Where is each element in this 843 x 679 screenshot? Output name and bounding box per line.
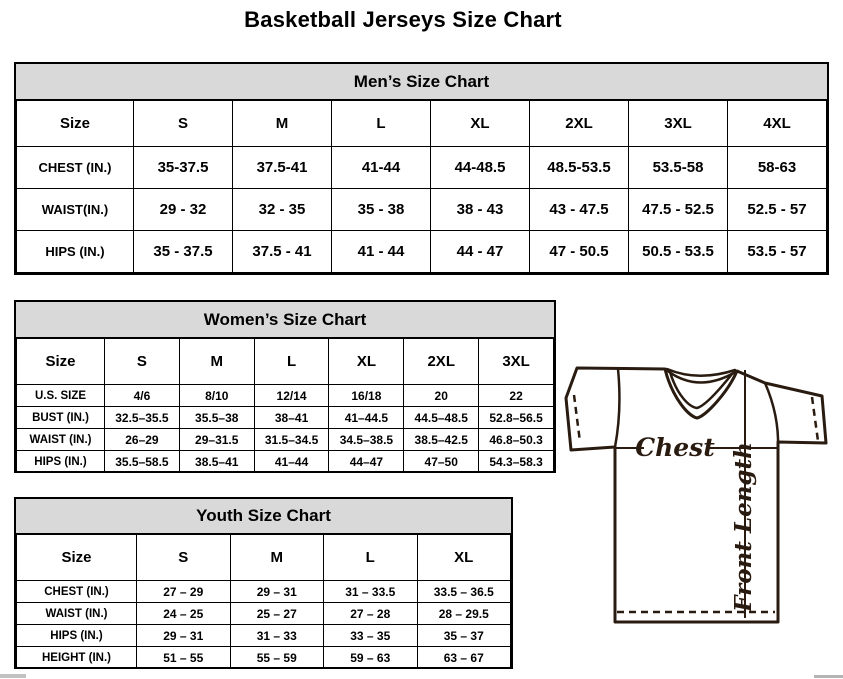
size-value-cell: 59 – 63 <box>324 647 418 669</box>
size-value-cell: 35-37.5 <box>134 147 233 189</box>
jersey-measurement-diagram <box>558 352 840 630</box>
column-header-cell: S <box>137 535 231 581</box>
table-row <box>17 647 511 669</box>
size-value-cell: 41–44 <box>254 451 329 473</box>
row-label-cell: WAIST (IN.) <box>17 429 105 451</box>
womens-chart-title: Women’s Size Chart <box>16 302 554 338</box>
size-value-cell: 41 - 44 <box>332 231 431 273</box>
size-value-cell: 35 - 37.5 <box>134 231 233 273</box>
size-header-cell: Size <box>17 339 105 385</box>
mens-chart-title: Men’s Size Chart <box>16 64 827 100</box>
size-value-cell: 38.5–41 <box>179 451 254 473</box>
size-value-cell: 33 – 35 <box>324 625 418 647</box>
size-value-cell: 31 – 33.5 <box>324 581 418 603</box>
size-value-cell: 52.8–56.5 <box>479 407 554 429</box>
size-value-cell: 29 - 32 <box>134 189 233 231</box>
column-header-cell: M <box>179 339 254 385</box>
size-value-cell: 47–50 <box>404 451 479 473</box>
size-value-cell: 51 – 55 <box>137 647 231 669</box>
size-value-cell: 20 <box>404 385 479 407</box>
size-value-cell: 16/18 <box>329 385 404 407</box>
table-header-row <box>17 339 554 385</box>
youth-size-chart-section <box>14 497 513 669</box>
size-value-cell: 48.5-53.5 <box>530 147 629 189</box>
table-row <box>17 581 511 603</box>
column-header-cell: 4XL <box>728 101 827 147</box>
size-value-cell: 47 - 50.5 <box>530 231 629 273</box>
column-header-cell: S <box>105 339 180 385</box>
column-header-cell: 3XL <box>479 339 554 385</box>
size-value-cell: 26–29 <box>105 429 180 451</box>
size-value-cell: 55 – 59 <box>230 647 324 669</box>
size-value-cell: 28 – 29.5 <box>417 603 511 625</box>
size-value-cell: 27 – 28 <box>324 603 418 625</box>
table-row <box>17 385 554 407</box>
column-header-cell: XL <box>417 535 511 581</box>
size-value-cell: 29–31.5 <box>179 429 254 451</box>
table-header-row <box>17 535 511 581</box>
size-header-cell: Size <box>17 535 137 581</box>
row-label-cell: HIPS (IN.) <box>17 451 105 473</box>
size-value-cell: 12/14 <box>254 385 329 407</box>
size-value-cell: 35 – 37 <box>417 625 511 647</box>
size-value-cell: 46.8–50.3 <box>479 429 554 451</box>
size-value-cell: 38 - 43 <box>431 189 530 231</box>
size-value-cell: 29 – 31 <box>137 625 231 647</box>
size-value-cell: 41-44 <box>332 147 431 189</box>
size-value-cell: 44-48.5 <box>431 147 530 189</box>
youth-size-table <box>16 534 511 669</box>
column-header-cell: 2XL <box>530 101 629 147</box>
size-value-cell: 44.5–48.5 <box>404 407 479 429</box>
column-header-cell: M <box>233 101 332 147</box>
size-value-cell: 53.5-58 <box>629 147 728 189</box>
row-label-cell: BUST (IN.) <box>17 407 105 429</box>
horizontal-scrollbar-fragment-left[interactable] <box>0 674 26 678</box>
table-row <box>17 451 554 473</box>
size-value-cell: 29 – 31 <box>230 581 324 603</box>
table-row <box>17 189 827 231</box>
row-label-cell: WAIST (IN.) <box>17 603 137 625</box>
row-label-cell: CHEST (IN.) <box>17 581 137 603</box>
size-value-cell: 47.5 - 52.5 <box>629 189 728 231</box>
column-header-cell: 3XL <box>629 101 728 147</box>
size-value-cell: 31 – 33 <box>230 625 324 647</box>
size-value-cell: 34.5–38.5 <box>329 429 404 451</box>
row-label-cell: HIPS (IN.) <box>17 231 134 273</box>
size-value-cell: 31.5–34.5 <box>254 429 329 451</box>
size-value-cell: 32.5–35.5 <box>105 407 180 429</box>
column-header-cell: L <box>324 535 418 581</box>
size-value-cell: 50.5 - 53.5 <box>629 231 728 273</box>
column-header-cell: XL <box>329 339 404 385</box>
hem-dashed-lines-icon <box>574 395 818 612</box>
youth-chart-title: Youth Size Chart <box>16 499 511 534</box>
row-label-cell: HEIGHT (IN.) <box>17 647 137 669</box>
table-header-row <box>17 101 827 147</box>
size-value-cell: 37.5 - 41 <box>233 231 332 273</box>
size-value-cell: 22 <box>479 385 554 407</box>
womens-size-table <box>16 338 554 473</box>
size-value-cell: 38–41 <box>254 407 329 429</box>
size-value-cell: 54.3–58.3 <box>479 451 554 473</box>
size-value-cell: 38.5–42.5 <box>404 429 479 451</box>
column-header-cell: L <box>332 101 431 147</box>
table-row <box>17 231 827 273</box>
size-header-cell: Size <box>17 101 134 147</box>
size-value-cell: 53.5 - 57 <box>728 231 827 273</box>
size-value-cell: 44 - 47 <box>431 231 530 273</box>
size-value-cell: 63 – 67 <box>417 647 511 669</box>
size-value-cell: 32 - 35 <box>233 189 332 231</box>
chest-label: Chest <box>635 433 715 462</box>
size-value-cell: 41–44.5 <box>329 407 404 429</box>
size-value-cell: 8/10 <box>179 385 254 407</box>
size-value-cell: 4/6 <box>105 385 180 407</box>
table-row <box>17 429 554 451</box>
size-value-cell: 24 – 25 <box>137 603 231 625</box>
size-value-cell: 35.5–58.5 <box>105 451 180 473</box>
row-label-cell: U.S. SIZE <box>17 385 105 407</box>
column-header-cell: XL <box>431 101 530 147</box>
mens-size-table <box>16 100 827 273</box>
table-row <box>17 625 511 647</box>
column-header-cell: 2XL <box>404 339 479 385</box>
table-row <box>17 407 554 429</box>
page-title: Basketball Jerseys Size Chart <box>244 7 562 32</box>
size-value-cell: 35 - 38 <box>332 189 431 231</box>
size-value-cell: 35.5–38 <box>179 407 254 429</box>
size-value-cell: 33.5 – 36.5 <box>417 581 511 603</box>
row-label-cell: CHEST (IN.) <box>17 147 134 189</box>
horizontal-scrollbar-fragment-right[interactable] <box>814 675 843 678</box>
size-value-cell: 27 – 29 <box>137 581 231 603</box>
jersey-outline-icon <box>566 368 826 622</box>
front-length-label: Front Length <box>730 442 757 612</box>
size-value-cell: 43 - 47.5 <box>530 189 629 231</box>
size-value-cell: 58-63 <box>728 147 827 189</box>
column-header-cell: M <box>230 535 324 581</box>
size-value-cell: 52.5 - 57 <box>728 189 827 231</box>
row-label-cell: HIPS (IN.) <box>17 625 137 647</box>
table-row <box>17 603 511 625</box>
row-label-cell: WAIST(IN.) <box>17 189 134 231</box>
womens-size-chart-section <box>14 300 556 473</box>
size-value-cell: 37.5-41 <box>233 147 332 189</box>
size-value-cell: 44–47 <box>329 451 404 473</box>
table-row <box>17 147 827 189</box>
mens-size-chart-section <box>14 62 829 275</box>
column-header-cell: S <box>134 101 233 147</box>
size-value-cell: 25 – 27 <box>230 603 324 625</box>
column-header-cell: L <box>254 339 329 385</box>
